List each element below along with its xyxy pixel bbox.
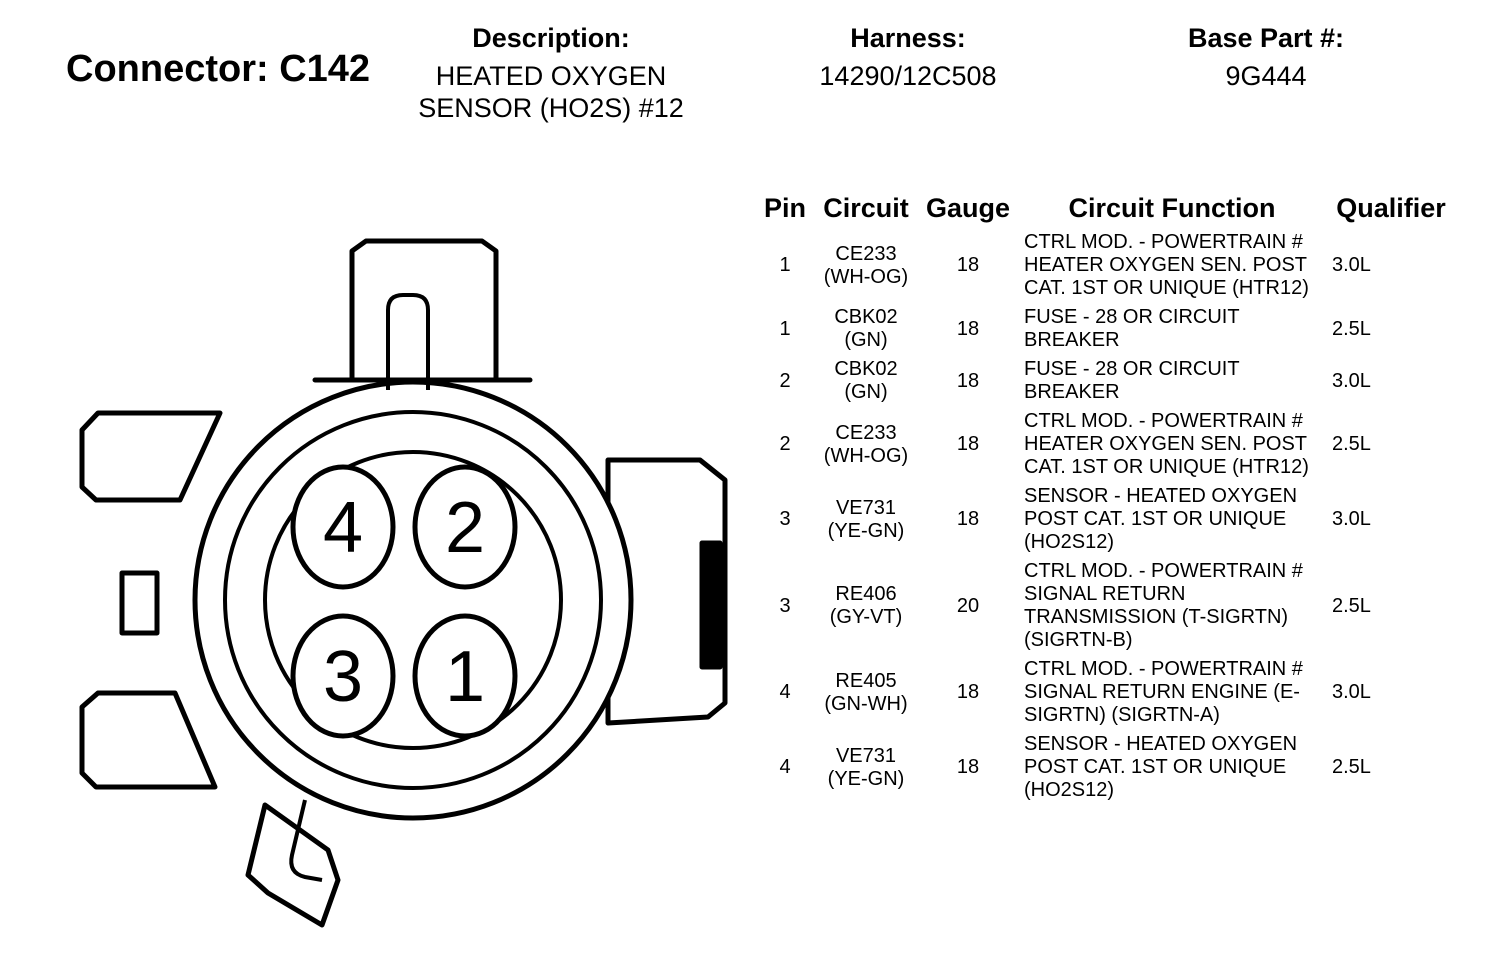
description-block [392,22,710,124]
wire-color: (WH-OG) [823,444,909,467]
circuit-id: CBK02 [834,358,898,380]
pin-cell: 2 [779,433,791,455]
table-row [760,655,1452,730]
table-row [760,482,1452,557]
qualifier-cell: 3.0L [1332,369,1371,392]
circuit-id: CBK02 [834,306,898,328]
wire-color: (WH-OG) [823,265,909,288]
base-part-block [1146,22,1386,92]
description-line-1: HEATED OXYGEN [435,61,667,91]
gauge-cell: 18 [956,681,980,703]
function-cell: FUSE - 28 OR CIRCUIT BREAKER [1024,306,1240,351]
pin-cell: 4 [779,756,791,778]
circuit-cell [810,407,922,482]
function-cell: CTRL MOD. - POWERTRAIN # SIGNAL RETURN TRANSMISSION (T-SIGRTN) (SIGRTN-B) [1024,560,1303,651]
col-qualifier-header: Qualifier [1336,192,1446,223]
connector-face-diagram [60,225,740,950]
qualifier-cell: 2.5L [1332,317,1371,340]
qualifier-cell: 2.5L [1332,594,1371,617]
pinout-table [760,188,1452,805]
pin-cell: 1 [779,254,791,276]
function-cell: CTRL MOD. - POWERTRAIN # SIGNAL RETURN ENGINE (E-SIGRTN) (SIGRTN-A) [1024,658,1303,726]
function-cell: FUSE - 28 OR CIRCUIT BREAKER [1024,358,1240,403]
function-cell: CTRL MOD. - POWERTRAIN # HEATER OXYGEN SEN. POST CAT. 1ST OR UNIQUE (HTR12) [1024,410,1309,478]
gauge-cell: 18 [956,433,980,455]
left-small-tab [122,573,157,633]
wire-color: (GN) [844,329,888,351]
qualifier-cell: 3.0L [1332,508,1371,530]
gauge-cell: 18 [956,508,980,530]
upper-left-latch [82,413,220,500]
circuit-id: VE731 [835,496,897,519]
wire-color: (GY-VT) [829,606,903,628]
wire-color: (GN) [844,381,888,403]
circuit-cell [810,303,922,355]
circuit-cell [810,228,922,303]
pin-cell: 3 [779,594,791,617]
pin-1-label: 1 [444,637,486,717]
pin-cell: 2 [779,369,791,392]
connector-outer-shell [195,382,631,818]
top-key [315,241,530,380]
table-row [760,355,1452,407]
connector-title: Connector: C142 [66,48,371,90]
gauge-cell: 20 [956,594,980,617]
function-cell: CTRL MOD. - POWERTRAIN # HEATER OXYGEN SEN. POST CAT. 1ST OR UNIQUE (HTR12) [1024,231,1309,299]
table-row [760,407,1452,482]
col-function-header: Circuit Function [1068,192,1276,223]
wire-color: (YE-GN) [827,519,905,542]
gauge-cell: 18 [956,369,980,392]
pin-4-label: 4 [322,488,364,568]
harness-value: 14290/12C508 [819,61,997,91]
harness-block [768,22,1048,92]
qualifier-cell: 3.0L [1332,254,1371,276]
right-latch-bar [702,543,720,667]
harness-label: Harness: [850,23,966,53]
circuit-cell [810,730,922,805]
gauge-cell: 18 [956,254,980,276]
gauge-cell: 18 [956,756,980,778]
circuit-cell [810,655,922,730]
circuit-cell [810,482,922,557]
circuit-id: RE406 [835,583,897,605]
pin-3-label: 3 [322,637,364,717]
base-part-label: Base Part #: [1187,23,1345,53]
circuit-id: CE233 [835,242,897,265]
qualifier-cell: 2.5L [1332,756,1371,778]
col-circuit-header: Circuit [823,192,909,223]
gauge-cell: 18 [956,317,980,340]
description-label: Description: [472,23,630,53]
col-gauge-header: Gauge [925,192,1011,223]
circuit-cell [810,355,922,407]
qualifier-cell: 3.0L [1332,681,1371,703]
lower-left-latch [82,693,215,787]
circuit-id: CE233 [835,421,897,444]
wire-color: (GN-WH) [824,692,908,715]
pin-cell: 4 [779,681,791,703]
circuit-id: RE405 [835,669,897,692]
wire-color: (YE-GN) [827,767,905,790]
function-cell: SENSOR - HEATED OXYGEN POST CAT. 1ST OR UNIQUE (HO2S12) [1024,733,1298,801]
pin-2-label: 2 [444,488,486,568]
table-header-row [760,188,1452,228]
base-part-value: 9G444 [1225,61,1307,91]
table-row [760,228,1452,303]
table-row [760,303,1452,355]
pin-cell: 1 [779,317,791,340]
col-pin-header: Pin [763,192,806,223]
description-line-2: SENSOR (HO2S) #12 [418,93,684,123]
circuit-id: VE731 [835,744,897,767]
qualifier-cell: 2.5L [1332,433,1371,455]
function-cell: SENSOR - HEATED OXYGEN POST CAT. 1ST OR UNIQUE (HO2S12) [1024,485,1298,553]
table-row [760,557,1452,655]
pin-cell: 3 [779,508,791,530]
description-value [392,60,710,124]
circuit-cell [810,557,922,655]
table-row [760,730,1452,805]
